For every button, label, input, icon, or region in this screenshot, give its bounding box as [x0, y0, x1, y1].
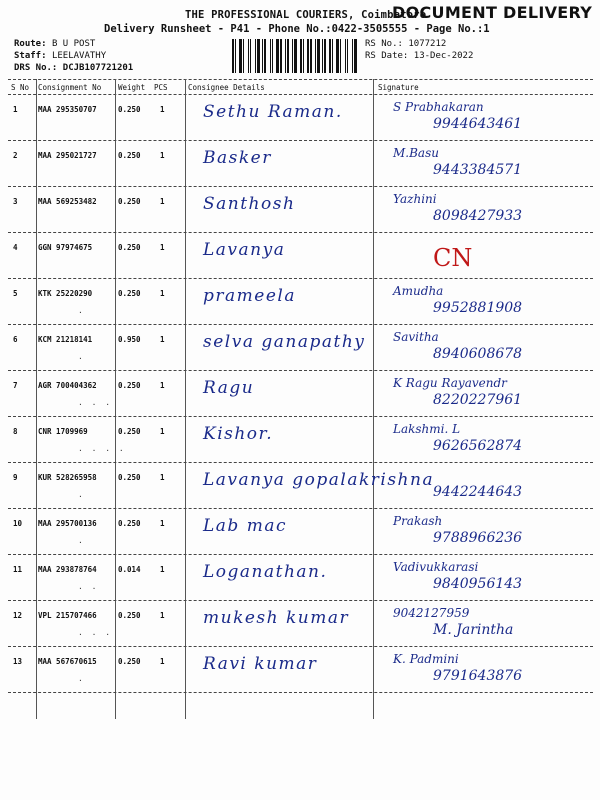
barcode-bar — [264, 39, 266, 73]
row-rule — [8, 554, 593, 555]
printed-dots: . . . — [78, 628, 113, 637]
signature-name: Lakshmi. L — [393, 422, 461, 436]
signature-name: 9042127959 — [393, 606, 470, 620]
signature-phone: 9952881908 — [433, 300, 523, 316]
consignee-name: prameela — [203, 286, 296, 306]
serial-number: 2 — [13, 151, 18, 160]
row-rule — [8, 692, 593, 693]
staff-info — [14, 51, 106, 61]
barcode-bar — [321, 39, 322, 73]
route-info — [14, 39, 95, 49]
signature-name: K. Padmini — [393, 652, 459, 666]
weight-value: 0.250 — [118, 243, 141, 252]
table-row — [8, 188, 593, 234]
col-header-weight: Weight — [118, 83, 146, 92]
table-row — [8, 510, 593, 556]
staff-label: Staff: — [14, 51, 47, 61]
consignee-name: Ravi kumar — [203, 654, 318, 674]
barcode-bar — [255, 39, 256, 73]
signature-phone: 9840956143 — [433, 576, 523, 592]
printed-dots: . — [78, 352, 85, 361]
serial-number: 6 — [13, 335, 18, 344]
signature-name: K Ragu Rayavendr — [393, 376, 507, 390]
consignee-name: Lavanya gopalakrishna — [203, 470, 435, 490]
serial-number: 13 — [13, 657, 23, 666]
barcode-bar — [349, 39, 351, 73]
col-header-signature: Signature — [378, 83, 419, 92]
consignment-number: KCM 21218141 — [38, 335, 93, 344]
row-rule — [8, 416, 593, 417]
pieces-count: 1 — [160, 565, 165, 574]
barcode-bar — [285, 39, 286, 73]
barcode-bar — [303, 39, 304, 73]
weight-value: 0.250 — [118, 657, 141, 666]
consignment-number: CNR 1709969 — [38, 427, 88, 436]
table-row — [8, 648, 593, 694]
staff-value: LEELAVATHY — [51, 51, 107, 61]
pieces-count: 1 — [160, 105, 165, 114]
barcode-bar — [345, 39, 346, 73]
row-rule — [8, 232, 593, 233]
signature-name: S Prabhakaran — [393, 100, 484, 114]
barcode-bar — [250, 39, 251, 73]
barcode-bar — [310, 39, 312, 73]
consignment-number: KUR 528265958 — [38, 473, 97, 482]
consignment-number: MAA 293878764 — [38, 565, 97, 574]
row-rule — [8, 600, 593, 601]
table-row — [8, 464, 593, 510]
barcode-bar — [267, 39, 269, 73]
serial-number: 12 — [13, 611, 23, 620]
barcode-bar — [313, 39, 314, 73]
barcode-bar — [340, 39, 341, 73]
signature-name: Yazhini — [393, 192, 437, 206]
col-header-consignment: Consignment No — [38, 83, 102, 92]
printed-dots: . . — [78, 582, 99, 591]
barcode-bar — [290, 39, 291, 73]
route-value: B U POST — [51, 39, 96, 49]
barcode-bar — [324, 39, 326, 73]
barcode-bar — [342, 39, 344, 73]
barcode-bar — [239, 39, 242, 73]
consignment-number: MAA 295021727 — [38, 151, 97, 160]
rs-no-info — [365, 39, 446, 49]
header-top-rule — [8, 79, 593, 80]
table-row — [8, 556, 593, 602]
row-rule — [8, 186, 593, 187]
row-rule — [8, 508, 593, 509]
barcode-bar — [257, 39, 260, 73]
weight-value: 0.250 — [118, 519, 141, 528]
rs-date-value: 13-Dec-2022 — [413, 51, 474, 61]
consignment-number: VPL 215707466 — [38, 611, 97, 620]
barcode-bar — [305, 39, 306, 73]
pieces-count: 1 — [160, 151, 165, 160]
barcode-bar — [317, 39, 320, 73]
signature-phone: 9788966236 — [433, 530, 523, 546]
barcode-bar — [274, 39, 275, 73]
pieces-count: 1 — [160, 289, 165, 298]
runsheet-subtitle: Delivery Runsheet - P41 - Phone No.:0422-3505555 - Page No.:1 — [104, 23, 490, 35]
serial-number: 7 — [13, 381, 18, 390]
consignee-name: selva ganapathy — [203, 332, 366, 352]
signature-phone: 9791643876 — [433, 668, 523, 684]
pieces-count: 1 — [160, 519, 165, 528]
drs-info — [14, 63, 133, 73]
barcode-bar — [252, 39, 254, 73]
printed-dots: . — [78, 674, 85, 683]
printed-dots: . . . . — [78, 444, 126, 453]
col-header-consignee: Consignee Details — [188, 83, 265, 92]
signature-phone: 9443384571 — [433, 162, 523, 178]
consignee-name: Sethu Raman. — [203, 102, 343, 122]
consignee-name: Lavanya — [203, 240, 286, 260]
row-rule — [8, 324, 593, 325]
barcode-bar — [262, 39, 263, 73]
signature-phone: 9944643461 — [433, 116, 523, 132]
consignment-number: KTK 25220290 — [38, 289, 93, 298]
drs-label: DRS No.: — [14, 63, 58, 73]
signature-name: Prakash — [393, 514, 443, 528]
barcode-bar — [347, 39, 348, 73]
barcode-bar — [235, 39, 236, 73]
serial-number: 5 — [13, 289, 18, 298]
barcode-bar — [322, 39, 323, 73]
barcode-bar — [287, 39, 289, 73]
serial-number: 9 — [13, 473, 18, 482]
signature-name: Savitha — [393, 330, 439, 344]
barcode-bar — [283, 39, 284, 73]
route-label: Route: — [14, 39, 47, 49]
barcode-bar — [248, 39, 249, 73]
consignee-name: Basker — [203, 148, 272, 168]
signature-phone: 8940608678 — [433, 346, 523, 362]
barcode-bar — [270, 39, 271, 73]
consignee-name: Kishor. — [203, 424, 274, 444]
signature-name: Amudha — [393, 284, 444, 298]
row-rule — [8, 370, 593, 371]
table-row — [8, 372, 593, 418]
signature-phone: 8220227961 — [433, 392, 523, 408]
barcode-bar — [294, 39, 297, 73]
pieces-count: 1 — [160, 427, 165, 436]
printed-dots: . — [78, 490, 85, 499]
barcode-bar — [298, 39, 299, 73]
barcode-bar — [315, 39, 316, 73]
weight-value: 0.014 — [118, 565, 141, 574]
serial-number: 4 — [13, 243, 18, 252]
row-rule — [8, 462, 593, 463]
weight-value: 0.250 — [118, 611, 141, 620]
barcode-bar — [307, 39, 309, 73]
consignee-name: Santhosh — [203, 194, 296, 214]
barcode-bar — [352, 39, 353, 73]
row-rule — [8, 140, 593, 141]
barcode-bar — [329, 39, 331, 73]
barcode-bar — [332, 39, 333, 73]
weight-value: 0.950 — [118, 335, 141, 344]
barcode-bar — [276, 39, 279, 73]
barcode-bar — [280, 39, 282, 73]
col-header-pcs: PCS — [154, 83, 168, 92]
consignment-number: MAA 569253482 — [38, 197, 97, 206]
signature-name: M.Basu — [393, 146, 439, 160]
barcode-bar — [232, 39, 234, 73]
serial-number: 1 — [13, 105, 18, 114]
pieces-count: 1 — [160, 381, 165, 390]
consignment-number: MAA 295700136 — [38, 519, 97, 528]
weight-value: 0.250 — [118, 427, 141, 436]
weight-value: 0.250 — [118, 105, 141, 114]
serial-number: 11 — [13, 565, 23, 574]
pieces-count: 1 — [160, 657, 165, 666]
barcode-bar — [292, 39, 293, 73]
rs-no-value: 1077212 — [408, 39, 447, 49]
weight-value: 0.250 — [118, 197, 141, 206]
table-row — [8, 326, 593, 372]
drs-value: DCJB107721201 — [62, 63, 134, 73]
table-row — [8, 234, 593, 280]
serial-number: 10 — [13, 519, 23, 528]
barcode-bar — [245, 39, 247, 73]
consignee-name: Lab mac — [203, 516, 287, 536]
signature-phone: 9626562874 — [433, 438, 523, 454]
document-delivery-stamp: DOCUMENT DELIVERY — [392, 3, 593, 22]
table-row — [8, 142, 593, 188]
serial-number: 8 — [13, 427, 18, 436]
barcode-bar — [327, 39, 328, 73]
row-rule — [8, 646, 593, 647]
weight-value: 0.250 — [118, 151, 141, 160]
pieces-count: 1 — [160, 473, 165, 482]
pieces-count: 1 — [160, 197, 165, 206]
row-rule — [8, 278, 593, 279]
barcode-bar — [334, 39, 335, 73]
pieces-count: 1 — [160, 335, 165, 344]
consignee-name: mukesh kumar — [203, 608, 350, 628]
table-row — [8, 602, 593, 648]
weight-value: 0.250 — [118, 381, 141, 390]
consignment-number: MAA 567670615 — [38, 657, 97, 666]
barcode-bar — [300, 39, 302, 73]
table-row — [8, 96, 593, 142]
barcode-bar — [336, 39, 339, 73]
rs-date-label: RS Date: — [365, 51, 409, 61]
consignment-number: MAA 295350707 — [38, 105, 97, 114]
pieces-count: 1 — [160, 611, 165, 620]
consignment-number: AGR 700404362 — [38, 381, 97, 390]
barcode-bar — [237, 39, 238, 73]
weight-value: 0.250 — [118, 289, 141, 298]
weight-value: 0.250 — [118, 473, 141, 482]
consignee-name: Loganathan. — [203, 562, 328, 582]
signature-phone: CN — [433, 244, 473, 272]
signature-phone: 8098427933 — [433, 208, 523, 224]
signature-name: Vadivukkarasi — [393, 560, 479, 574]
printed-dots: . . . — [78, 398, 113, 407]
barcode-bar — [261, 39, 262, 73]
pieces-count: 1 — [160, 243, 165, 252]
printed-dots: . — [78, 536, 85, 545]
barcode — [232, 39, 358, 73]
serial-number: 3 — [13, 197, 18, 206]
table-row — [8, 280, 593, 326]
header-bottom-rule — [8, 94, 593, 95]
table-row — [8, 418, 593, 464]
signature-phone: 9442244643 — [433, 484, 523, 500]
consignee-name: Ragu — [203, 378, 255, 398]
printed-dots: . — [78, 306, 85, 315]
signature-phone: M. Jarintha — [433, 622, 514, 638]
company-title: THE PROFESSIONAL COURIERS, Coimbatore — [185, 9, 427, 21]
rs-no-label: RS No.: — [365, 39, 403, 49]
barcode-bar — [272, 39, 273, 73]
barcode-bar — [243, 39, 244, 73]
rs-date-info — [365, 51, 473, 61]
col-header-sno: S No — [11, 83, 30, 92]
consignment-number: GGN 97974675 — [38, 243, 93, 252]
barcode-bar — [354, 39, 357, 73]
